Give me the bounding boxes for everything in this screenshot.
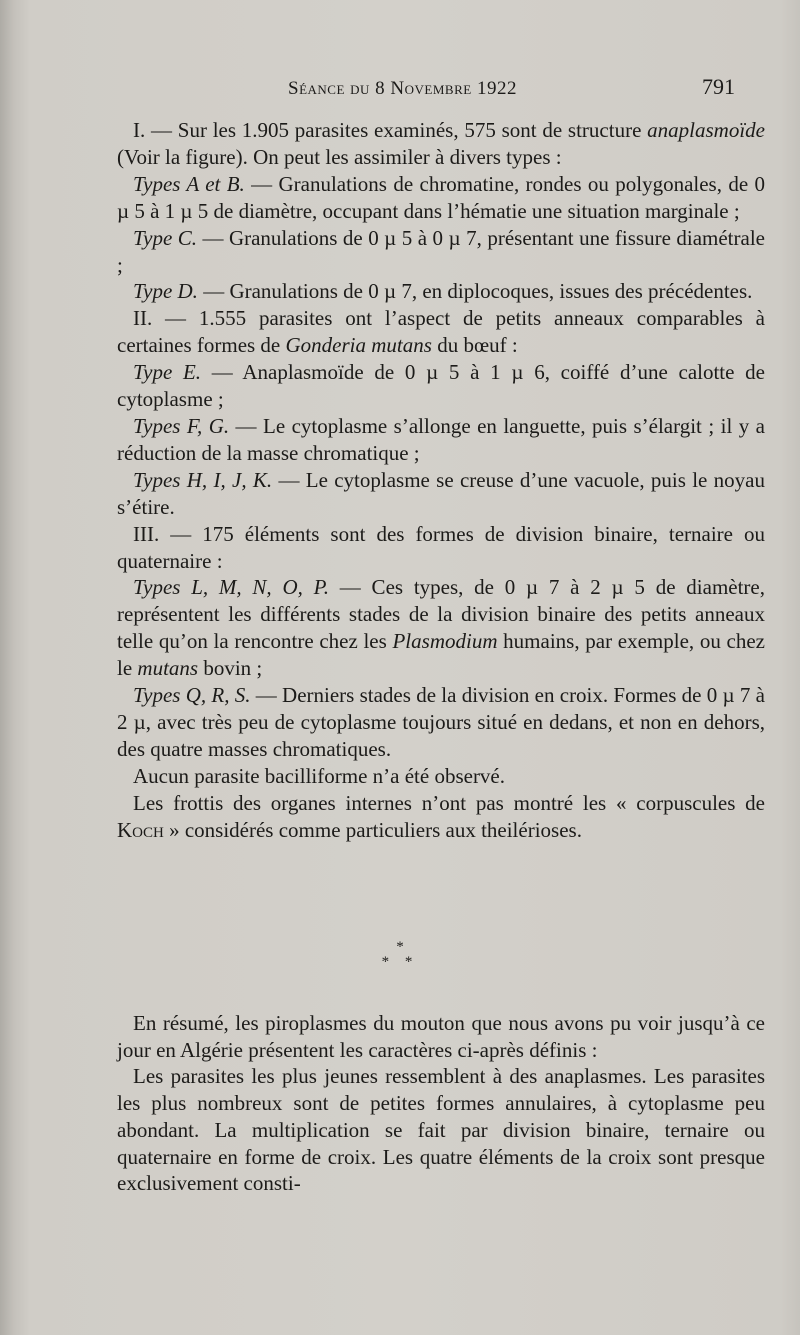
paragraph-types-f-g: Types F, G. — Le cytoplasme s’allonge en languette, puis s’élargit ; il y a réduction de la masse chromatique ; — [117, 413, 765, 465]
asterism-bottom: * * — [381, 954, 419, 970]
paragraph-types-a-b: Types A et B. — Granulations de chromatine, rondes ou polygonales, de 0 µ 5 à 1 µ 5 de diamètre, occupant dans l’hématie une situation marginale ; — [117, 171, 765, 223]
paragraph-section-3-intro: III. — 175 éléments sont des formes de division binaire, ternaire ou quaternaire : — [117, 521, 765, 573]
page-header — [0, 74, 800, 104]
paragraph-types-h-i-j-k: Types H, I, J, K. — Le cytoplasme se creuse d’une vacuole, puis le noyau s’étire. — [117, 467, 765, 519]
asterism-separator — [0, 940, 800, 970]
paragraph-type-c: Type C. — Granulations de 0 µ 5 à 0 µ 7, présentant une fissure diamétrale ; — [117, 225, 765, 277]
paragraph-section-1-intro: I. — Sur les 1.905 parasites examinés, 575 sont de structure anaplasmoïde (Voir la figure). On peut les assimiler à divers types : — [117, 118, 765, 169]
running-title: Séance du 8 Novembre 1922 — [288, 78, 517, 99]
paragraph-summary-2: Les parasites les plus jeunes ressemblent à des anaplasmes. Les parasites les plus nombreux sont de petites formes annulaires, à cytoplasme peu abondant. La multiplication se fait par division binaire, ternaire ou quaternaire en forme de croix. Les quatre éléments de la croix sont presque exclusivement consti- — [117, 1064, 765, 1196]
paragraph-smears: Les frottis des organes internes n’ont pas montré les « corpuscules de Koch » considérés comme particuliers aux theilérioses. — [117, 790, 765, 842]
main-text — [117, 117, 765, 843]
paragraph-no-bacilliform: Aucun parasite bacilliforme n’a été observé. — [133, 763, 506, 788]
paragraph-section-2-intro: II. — 1.555 parasites ont l’aspect de petits anneaux comparables à certaines formes de Gonderia mutans du bœuf : — [117, 306, 765, 358]
page-number: 791 — [702, 74, 735, 99]
paragraph-summary-1: En résumé, les piroplasmes du mouton que nous avons pu voir jusqu’à ce jour en Algérie présentent les caractères ci-après définis : — [117, 1011, 765, 1062]
summary-text — [117, 1010, 765, 1197]
paragraph-type-e: Type E. — Anaplasmoïde de 0 µ 5 à 1 µ 6, coiffé d’une calotte de cytoplasme ; — [117, 360, 766, 412]
paragraph-type-d: Type D. — Granulations de 0 µ 7, en diplocoques, issues des précédentes. — [133, 279, 753, 304]
paragraph-types-l-p: Types L, M, N, O, P. — Ces types, de 0 µ 7 à 2 µ 5 de diamètre, représentent les différents stades de la division binaire des petits anneaux telle qu’on la rencontre chez les Plasmodium humains, par exemple, ou chez le mutans bovin ; — [117, 575, 765, 681]
paragraph-types-q-r-s: Types Q, R, S. — Derniers stades de la division en croix. Formes de 0 µ 7 à 2 µ, avec très peu de cytoplasme toujours situé en dedans, et non en dehors, des quatre masses chromatiques. — [117, 683, 766, 761]
asterism-top: * — [396, 939, 404, 955]
